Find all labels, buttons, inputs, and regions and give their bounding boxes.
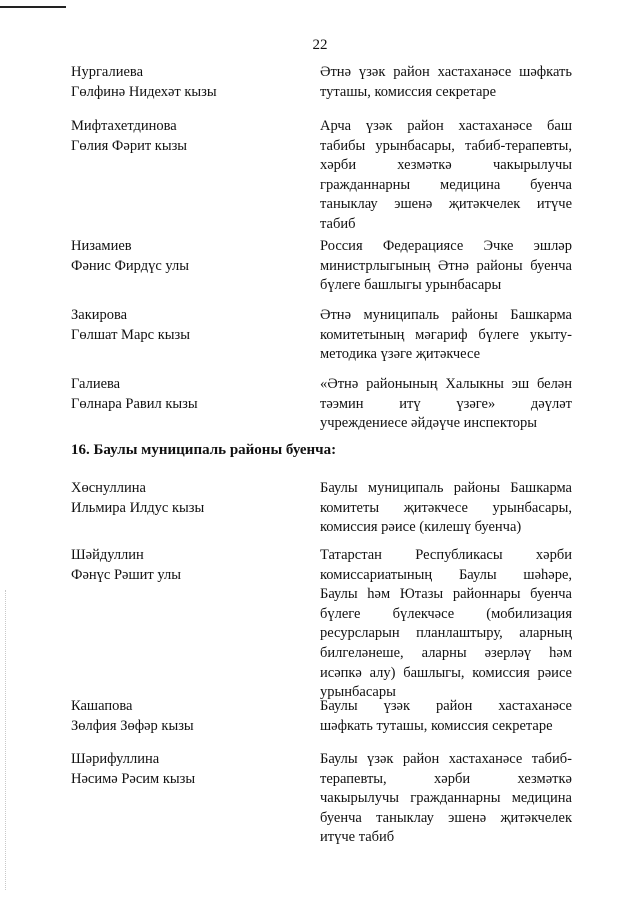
member-role-line: билгеләнеше, аларны әзерләү һәм xyxy=(320,644,572,661)
member-surname: Хөснуллина xyxy=(71,480,146,496)
member-role-line: итүче табиб xyxy=(320,829,395,846)
member-role-line: Татарстан Республикасы хәрби xyxy=(320,547,572,563)
member-role-line: таныклау эшенә җитәкчелек итүче xyxy=(320,196,572,213)
member-role-line: Россия Федерациясе Эчке эшләр xyxy=(320,238,572,254)
member-given-names: Гөлшат Марс кызы xyxy=(71,326,190,343)
scan-margin-marks xyxy=(5,590,8,890)
member-role-line: гражданнарны медицина буенча xyxy=(320,176,572,193)
member-given-names: Гөлфинә Нидехәт кызы xyxy=(71,83,217,100)
member-role-line: Баулы муниципаль районы Башкарма xyxy=(320,480,572,496)
top-rule xyxy=(0,6,66,8)
member-role-line: тәэмин итү үзәге» дәүләт xyxy=(320,395,572,412)
member-surname: Закирова xyxy=(71,307,128,323)
member-role xyxy=(320,479,572,538)
member-role-line: буенча таныклау эшенә җитәкчелек xyxy=(320,809,572,826)
member-surname: Кашапова xyxy=(71,698,133,714)
member-role-line: комитеты җитәкчесе урынбасары, xyxy=(320,499,572,516)
member-role-line: туташы, комиссия секретаре xyxy=(320,83,497,100)
member-role xyxy=(320,117,572,235)
member-name xyxy=(71,750,301,789)
member-name xyxy=(71,479,301,518)
member-role xyxy=(320,63,572,102)
member-surname: Нургалиева xyxy=(71,64,144,80)
member-role-line: «Әтнә районының Халыкны эш белән xyxy=(320,376,572,392)
member-role-line: исәпкә алу) башлыгы, комиссия рәисе xyxy=(320,664,572,681)
member-role-line: Әтнә үзәк район хастаханәсе шәфкать xyxy=(320,64,572,80)
member-name xyxy=(71,63,301,102)
member-surname: Мифтахетдинова xyxy=(71,118,177,134)
member-role-line: табиб xyxy=(320,215,356,232)
member-given-names: Фәнис Фирдүс улы xyxy=(71,257,190,274)
member-role-line: урынбасары xyxy=(320,684,396,701)
member-given-names: Ильмира Илдус кызы xyxy=(71,499,205,516)
member-name xyxy=(71,546,301,585)
section-heading: 16. Баулы муниципаль районы буенча: xyxy=(71,442,337,458)
member-role xyxy=(320,546,572,703)
member-role-line: Әтнә муниципаль районы Башкарма xyxy=(320,307,572,323)
member-role-line: шәфкать туташы, комиссия секретаре xyxy=(320,717,553,734)
member-role-line: министрлыгының Әтнә районы буенча xyxy=(320,257,572,274)
member-role-line: комитетының мәгариф бүлеге укыту- xyxy=(320,326,572,343)
member-role-line: комиссариатының Баулы шәһәре, xyxy=(320,566,572,583)
member-role-line: Баулы һәм Ютазы районнары буенча xyxy=(320,586,572,603)
member-role xyxy=(320,306,572,365)
member-role-line: комиссия рәисе (килешү буенча) xyxy=(320,519,522,536)
member-role-line: табибы урынбасары, табиб-терапевты, xyxy=(320,137,572,154)
member-role-line: бүлеге башлыгы урынбасары xyxy=(320,277,502,294)
member-role xyxy=(320,697,572,736)
member-surname: Шәрифуллина xyxy=(71,751,160,767)
member-name xyxy=(71,237,301,276)
member-role-line: терапевты, хәрби хезмәткә xyxy=(320,770,572,787)
member-given-names: Гөлия Фәрит кызы xyxy=(71,137,188,154)
member-role-line: Баулы үзәк район хастаханәсе табиб- xyxy=(320,751,572,767)
member-role-line: учреждениесе әйдәүче инспекторы xyxy=(320,415,538,432)
member-surname: Низамиев xyxy=(71,238,132,254)
member-surname: Галиева xyxy=(71,376,121,392)
member-given-names: Зөлфия Зөфәр кызы xyxy=(71,717,194,734)
member-name xyxy=(71,117,301,156)
member-role xyxy=(320,375,572,434)
member-name xyxy=(71,306,301,345)
member-role xyxy=(320,750,572,848)
member-name xyxy=(71,697,301,736)
member-role-line: чакырылучы гражданнарны медицина xyxy=(320,790,572,807)
member-role-line: ресурсларын планлаштыру, аларның xyxy=(320,625,572,642)
member-surname: Шәйдуллин xyxy=(71,547,144,563)
member-role-line: методика үзәге җитәкчесе xyxy=(320,346,481,363)
member-role-line: Арча үзәк район хастаханәсе баш xyxy=(320,118,572,134)
member-role-line: хәрби хезмәткә чакырылучы xyxy=(320,157,572,174)
member-given-names: Фәнүс Рәшит улы xyxy=(71,566,181,583)
page-number: 22 xyxy=(312,37,328,53)
member-name xyxy=(71,375,301,414)
member-role-line: бүлеге бүлекчәсе (мобилизация xyxy=(320,605,572,622)
member-role xyxy=(320,237,572,296)
member-given-names: Нәсимә Рәсим кызы xyxy=(71,770,196,787)
member-role-line: Баулы үзәк район хастаханәсе xyxy=(320,698,572,714)
member-given-names: Гөлнара Равил кызы xyxy=(71,395,198,412)
